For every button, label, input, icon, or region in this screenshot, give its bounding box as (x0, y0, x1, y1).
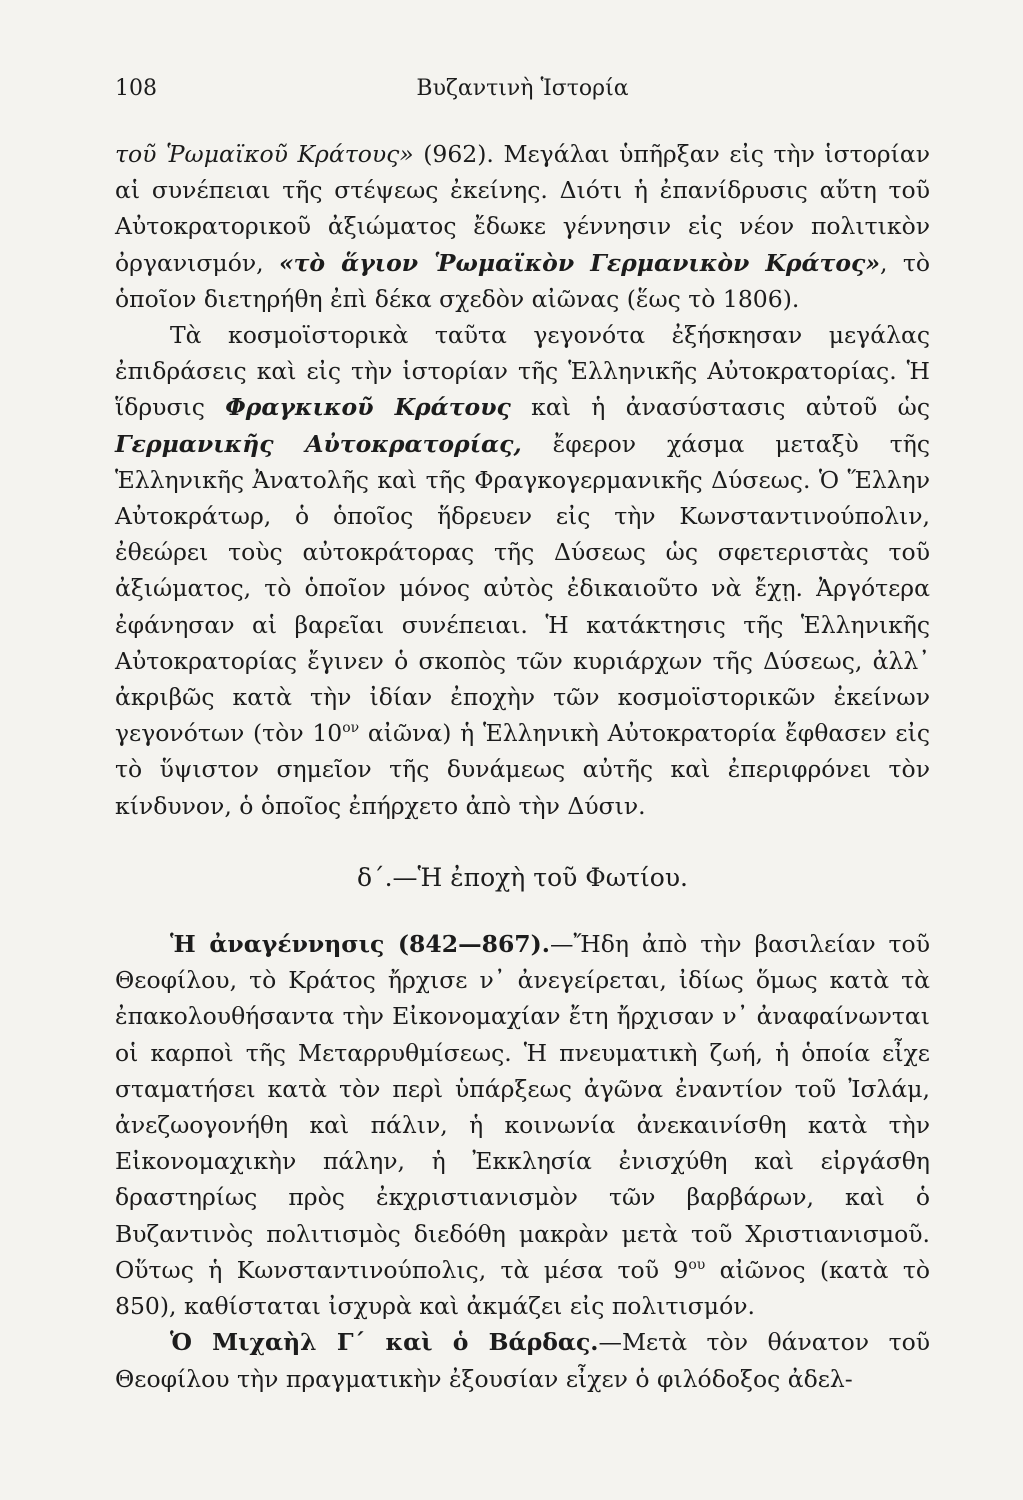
paragraph-2 (115, 317, 930, 824)
text-run: ἔφερον χάσμα μεταξὺ τῆς Ἑλληνικῆς Ἀνατολῆς καὶ τῆς Φραγκογερμανικῆς Δύσεως. Ὁ Ἕλλην Αὐτοκράτωρ, ὁ ὁποῖος ἥδρευεν εἰς τὴν Κωνσταντινούπολιν, ἐθεώρει τοὺς αὐτοκράτορας τῆς Δύσεως ὡς σφετεριστὰς τοῦ ἀξιώματος, τὸ ὁποῖον μόνος αὐτὸς ἐδικαιοῦτο νὰ ἔχῃ. Ἀργότερα ἐφάνησαν αἱ βαρεῖαι συνέπειαι. Ἡ κατάκτησις τῆς Ἑλληνικῆς Αὐτοκρατορίας ἔγινεν ὁ σκοπὸς τῶν κυριάρχων τῆς Δύσεως, ἀλλ᾽ ἀκριβῶς κατὰ τὴν ἰδίαν ἐποχὴν τῶν κοσμοϊστορικῶν ἐκείνων γεγονότων (τὸν 10 (115, 429, 930, 748)
run-in-heading: Ὁ Μιχαὴλ Γ´ καὶ ὁ Βάρδας. (170, 1328, 599, 1357)
text-run: , τὸ ὁποῖον διετηρήθη ἐπὶ δέκα σχεδὸν αἰῶνας (ἕως τὸ 1806). (115, 248, 930, 313)
text-run: καὶ ἡ ἀνασύστασις αὐτοῦ ὡς (510, 393, 930, 422)
run-in-heading: Ἡ ἀναγέννησις (842—867). (170, 930, 550, 959)
text-run: (962). Μεγάλαι ὑπῆρξαν εἰς τὴν ἱστορίαν αἱ συνέπειαι τῆς στέψεως ἐκείνης. Διότι ἡ ἐπανίδρυσις αὕτη τοῦ Αὐτοκρατορικοῦ ἀξιώματος ἔδωκε γέννησιν εἰς νέον πολιτικὸν ὀργανισμόν, (115, 140, 930, 277)
section-heading: δ΄.—Ἡ ἐποχὴ τοῦ Φωτίου. (357, 862, 688, 892)
emphasis-term: Φραγκικοῦ Κράτους (225, 393, 511, 422)
paragraph-4 (115, 1324, 930, 1396)
paragraph-3 (115, 926, 930, 1324)
superscript: ον (342, 720, 360, 737)
text-run: —Μετὰ τὸν θάνατον τοῦ Θεοφίλου τὴν πραγματικὴν ἐξουσίαν εἶχεν ὁ φιλόδοξος ἀδελ- (115, 1328, 930, 1393)
italic-phrase: τοῦ Ῥωμαϊκοῦ Κράτους» (115, 140, 414, 168)
text-run: αἰῶνος (κατὰ τὸ 850), καθίσταται ἰσχυρὰ καὶ ἀκμάζει εἰς πολιτισμόν. (115, 1255, 930, 1321)
text-run: Τὰ κοσμοϊστορικὰ ταῦτα γεγονότα ἐξήσκησαν μεγάλας ἐπιδράσεις καὶ εἰς τὴν ἱστορίαν τῆς Ἑλληνικῆς Αὐτοκρατορίας. Ἡ ἵδρυσις (115, 321, 930, 422)
text-run: —Ἤδη ἀπὸ τὴν βασιλείαν τοῦ Θεοφίλου, τὸ Κράτος ἤρχισε ν᾽ ἀνεγείρεται, ἰδίως ὅμως κατὰ τὰ ἐπακολουθήσαντα τὴν Εἰκονομαχίαν ἔτη ἤρχισαν ν᾽ ἀναφαίνωνται οἱ καρποὶ τῆς Μεταρρυθμίσεως. Ἡ πνευματικὴ ζωή, ἡ ὁποία εἶχε σταματήσει κατὰ τὸν περὶ ὑπάρξεως ἀγῶνα ἐναντίον τοῦ Ἰσλάμ, ἀνεζωογονήθη καὶ πάλιν, ἡ κοινωνία ἀνεκαινίσθη κατὰ τὴν Εἰκονομαχικὴν πάλην, ἡ Ἐκκλησία ἐνισχύθη καὶ εἰργάσθη δραστηρίως πρὸς ἐκχριστιανισμὸν τῶν βαρβάρων, καὶ ὁ Βυζαντινὸς πολιτισμὸς διεδόθη μακρὰν μετὰ τοῦ Χριστιανισμοῦ. Οὕτως ἡ Κωνσταντινούπολις, τὰ μέσα τοῦ 9 (115, 930, 930, 1284)
emphasis-term: Γερμανικῆς Αὐτοκρατορίας, (115, 429, 522, 458)
superscript: ου (688, 1257, 706, 1274)
emphasis-title: «τὸ ἅγιον Ῥωμαϊκὸν Γερμανικὸν Κράτος» (278, 248, 881, 277)
page-number: 108 (115, 76, 157, 101)
body-text (115, 136, 930, 1397)
text-run: αἰῶνα) ἡ Ἑλληνικὴ Αὐτοκρατορία ἔφθασεν εἰς τὸ ὕψιστον σημεῖον τῆς δυνάμεως αὐτῆς καὶ ἐπεριφρόνει τὸν κίνδυνον, ὁ ὁποῖος ἐπήρχετο ἀπὸ τὴν Δύσιν. (115, 719, 930, 820)
page-header (115, 76, 930, 106)
paragraph-1 (115, 136, 930, 317)
running-title: Βυζαντινὴ Ἱστορία (416, 76, 629, 101)
